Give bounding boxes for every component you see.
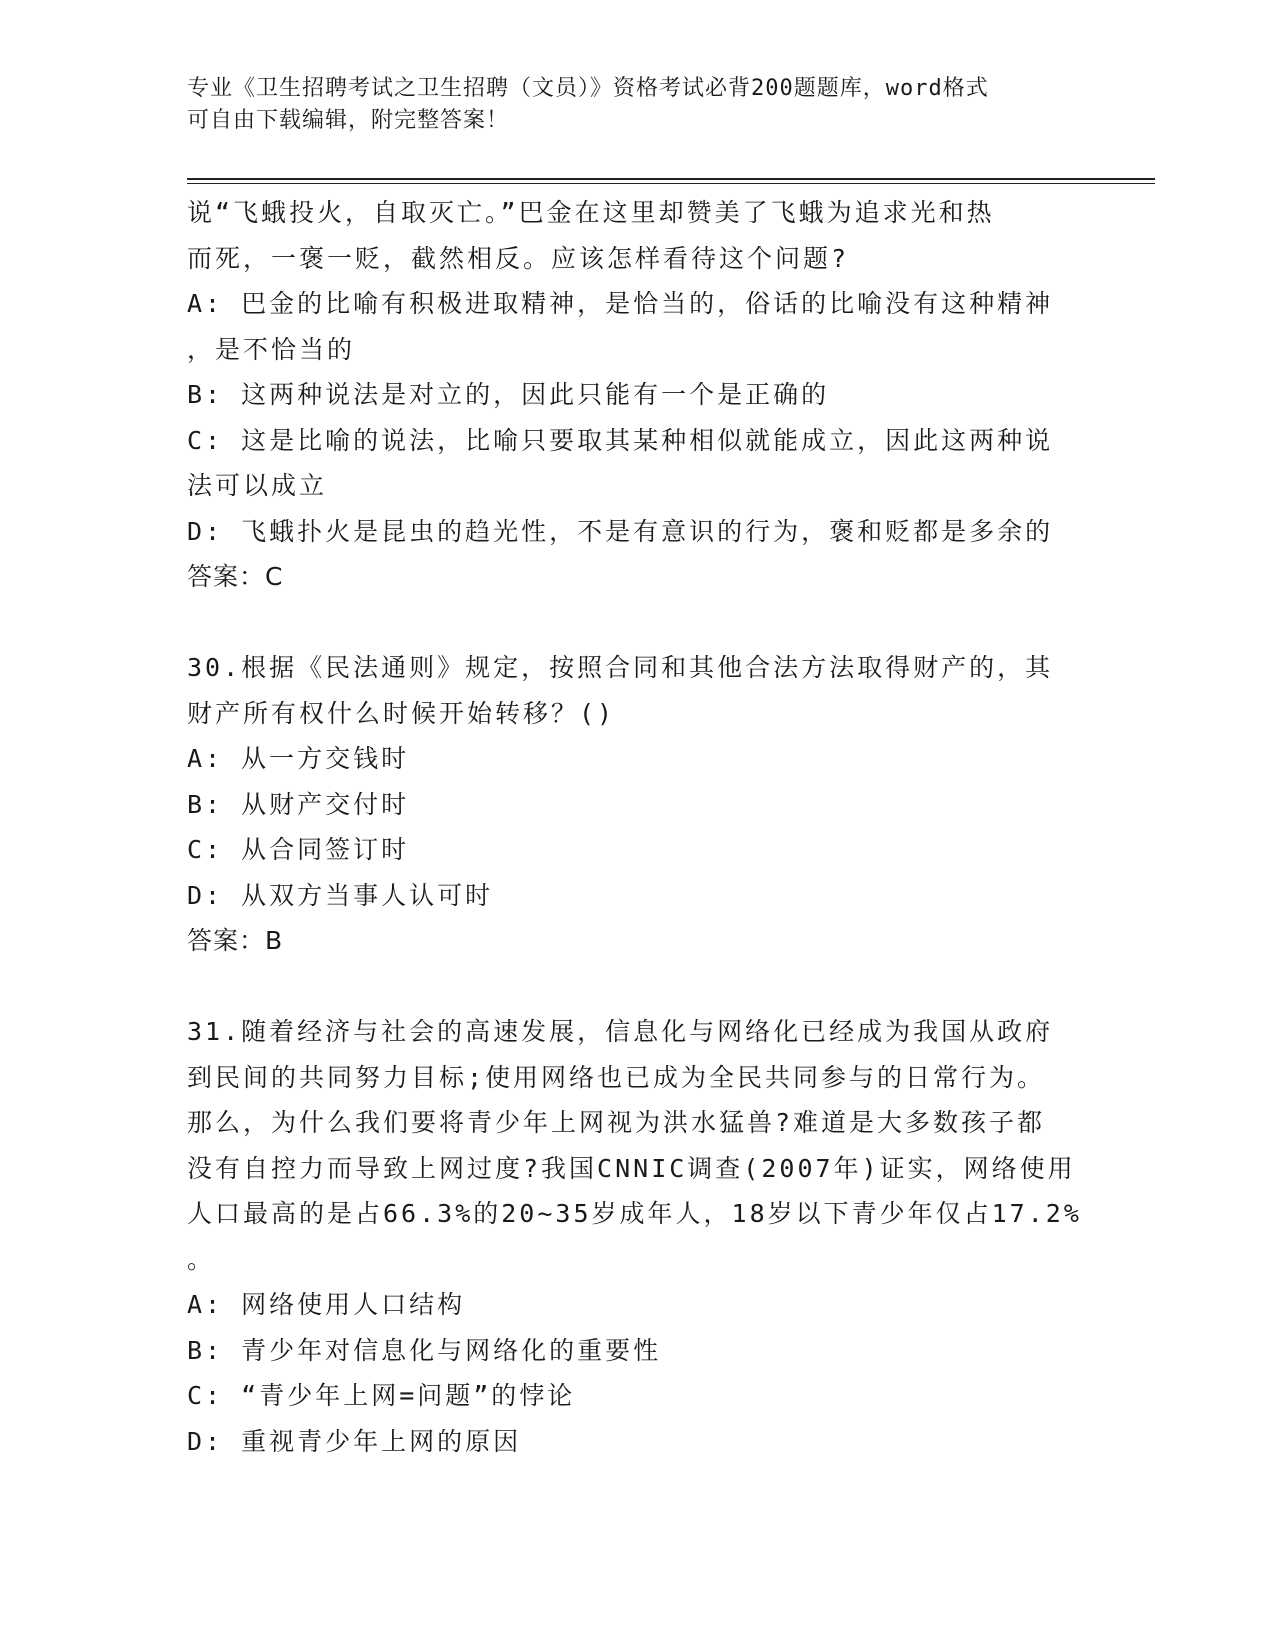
option-c-continued: 法可以成立 xyxy=(187,471,328,500)
header-title-line-1: 专业《卫生招聘考试之卫生招聘（文员）》资格考试必背200题题库，word格式 xyxy=(187,76,989,101)
option-d: D: 飞蛾扑火是昆虫的趋光性，不是有意识的行为，褒和贬都是多余的 xyxy=(187,516,1054,546)
option-d: D: 重视青少年上网的原因 xyxy=(187,1426,522,1456)
option-a: A: 巴金的比喻有积极进取精神，是恰当的，俗话的比喻没有这种精神 xyxy=(187,289,1054,318)
question-31 xyxy=(187,1009,1087,1464)
option-d: D: 从双方当事人认可时 xyxy=(187,880,494,910)
option-b: B: 这两种说法是对立的，因此只能有一个是正确的 xyxy=(187,380,830,409)
option-c: C: “青少年上网=问题”的悖论 xyxy=(187,1381,576,1410)
question-stem-line: 到民间的共同努力目标;使用网络也已成为全民共同参与的日常行为。 xyxy=(187,1062,1046,1092)
header-divider xyxy=(187,178,1155,180)
question-30 xyxy=(187,645,1087,964)
question-spacer xyxy=(187,964,1087,1010)
question-stem-line: 那么，为什么我们要将青少年上网视为洪水猛兽?难道是大多数孩子都 xyxy=(187,1108,1046,1137)
header-title-line-2: 可自由下载编辑，附完整答案！ xyxy=(187,108,510,133)
question-stem-line: 。 xyxy=(187,1244,216,1274)
question-stem-line: 财产所有权什么时候开始转移？() xyxy=(187,698,616,728)
question-29 xyxy=(187,190,1087,600)
document-body xyxy=(187,190,1087,1464)
header-divider-thin xyxy=(187,183,1155,184)
option-a-continued: ，是不恰当的 xyxy=(187,334,356,364)
question-stem-line: 没有自控力而导致上网过度?我国CNNIC调查(2007年)证实，网络使用 xyxy=(187,1153,1076,1183)
option-a: A: 网络使用人口结构 xyxy=(187,1290,466,1319)
question-stem-line: 人口最高的是占66.3%的20~35岁成年人，18岁以下青少年仅占17.2% xyxy=(187,1199,1082,1228)
question-stem-line: 而死，一褒一贬，截然相反。应该怎样看待这个问题? xyxy=(187,243,850,273)
answer-label: 答案：C xyxy=(187,562,284,591)
option-b: B: 青少年对信息化与网络化的重要性 xyxy=(187,1335,662,1365)
question-stem-line: 说“飞蛾投火，自取灭亡。”巴金在这里却赞美了飞蛾为追求光和热 xyxy=(187,198,995,227)
option-c: C: 这是比喻的说法，比喻只要取其某种相似就能成立，因此这两种说 xyxy=(187,425,1054,455)
page-header xyxy=(187,73,1087,137)
question-stem-line: 30.根据《民法通则》规定，按照合同和其他合法方法取得财产的，其 xyxy=(187,653,1054,682)
option-a: A: 从一方交钱时 xyxy=(187,744,410,773)
option-b: B: 从财产交付时 xyxy=(187,789,410,819)
option-c: C: 从合同签订时 xyxy=(187,835,410,864)
question-stem-line: 31.随着经济与社会的高速发展，信息化与网络化已经成为我国从政府 xyxy=(187,1017,1054,1046)
answer-label: 答案：B xyxy=(187,926,284,955)
question-spacer xyxy=(187,600,1087,646)
